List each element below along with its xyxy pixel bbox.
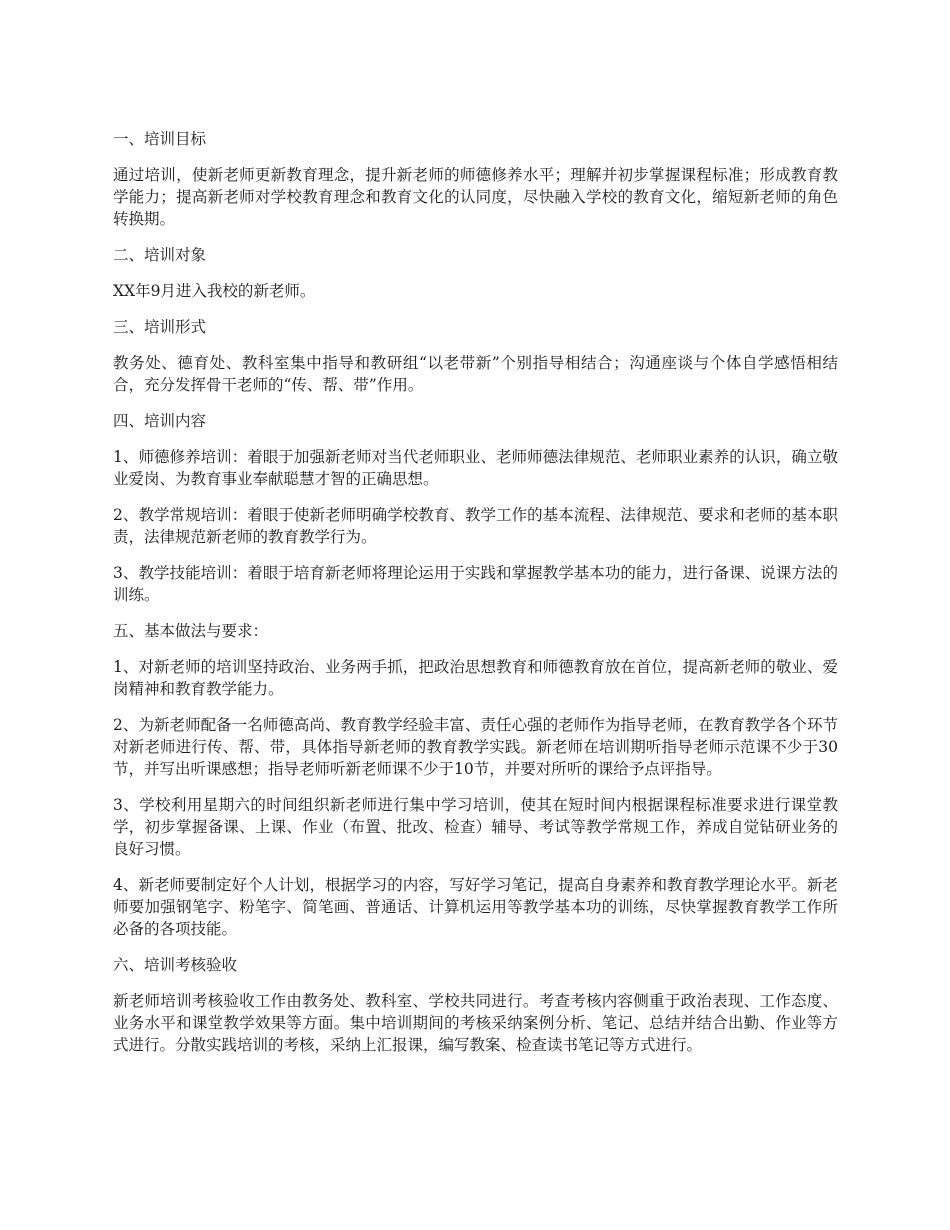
section-heading-assessment: 六、培训考核验收 [113,956,238,974]
section-heading-training-content: 四、培训内容 [113,412,207,430]
paragraph: 教务处、德育处、教科室集中指导和教研组“以老带新”个别指导相结合；沟通座谈与个体自学感悟相结合，充分发挥骨干老师的“传、帮、带”作用。 [113,354,838,394]
section-heading-training-goals: 一、培训目标 [113,130,207,148]
paragraph: 2、为新老师配备一名师德高尚、教育教学经验丰富、责任心强的老师作为指导老师，在教育教学各个环节对新老师进行传、帮、带，具体指导新老师的教育教学实践。新老师在培训期听指导老师示范课不少于30节，并写出听课感想；指导老师听新老师课不少于10节，并要对所听的课给予点评指导。 [113,716,838,778]
paragraph: 3、学校利用星期六的时间组织新老师进行集中学习培训，使其在短时间内根据课程标准要求进行课堂教学，初步掌握备课、上课、作业（布置、批改、检查）辅导、考试等教学常规工作，养成自觉钻研业务的良好习惯。 [113,796,838,858]
section-heading-training-form: 三、培训形式 [113,318,207,336]
section-heading-methods-requirements: 五、基本做法与要求： [113,622,269,640]
paragraph: 新老师培训考核验收工作由教务处、教科室、学校共同进行。考查考核内容侧重于政治表现、工作态度、业务水平和课堂教学效果等方面。集中培训期间的考核采纳案例分析、笔记、总结并结合出勤、作业等方式进行。分散实践培训的考核，采纳上汇报课，编写教案、检查读书笔记等方式进行。 [113,992,838,1054]
section-heading-training-target: 二、培训对象 [113,246,207,264]
paragraph: 4、新老师要制定好个人计划，根据学习的内容，写好学习笔记，提高自身素养和教育教学理论水平。新老师要加强钢笔字、粉笔字、简笔画、普通话、计算机运用等教学基本功的训练，尽快掌握教育教学工作所必备的各项技能。 [113,876,838,938]
paragraph: 1、师德修养培训：着眼于加强新老师对当代老师职业、老师师德法律规范、老师职业素养的认识，确立敬业爱岗、为教育事业奉献聪慧才智的正确思想。 [113,448,838,488]
paragraph: 3、教学技能培训：着眼于培育新老师将理论运用于实践和掌握教学基本功的能力，进行备课、说课方法的训练。 [113,564,838,604]
paragraph: XX年9月进入我校的新老师。 [113,282,316,300]
paragraph: 通过培训，使新老师更新教育理念，提升新老师的师德修养水平；理解并初步掌握课程标准；形成教育教学能力；提高新老师对学校教育理念和教育文化的认同度，尽快融入学校的教育文化，缩短新老师的角色转换期。 [113,166,838,228]
paragraph: 1、对新老师的培训坚持政治、业务两手抓，把政治思想教育和师德教育放在首位，提高新老师的敬业、爱岗精神和教育教学能力。 [113,658,838,698]
document-body [113,128,838,1070]
paragraph: 2、教学常规培训：着眼于使新老师明确学校教育、教学工作的基本流程、法律规范、要求和老师的基本职责，法律规范新老师的教育教学行为。 [113,506,838,546]
